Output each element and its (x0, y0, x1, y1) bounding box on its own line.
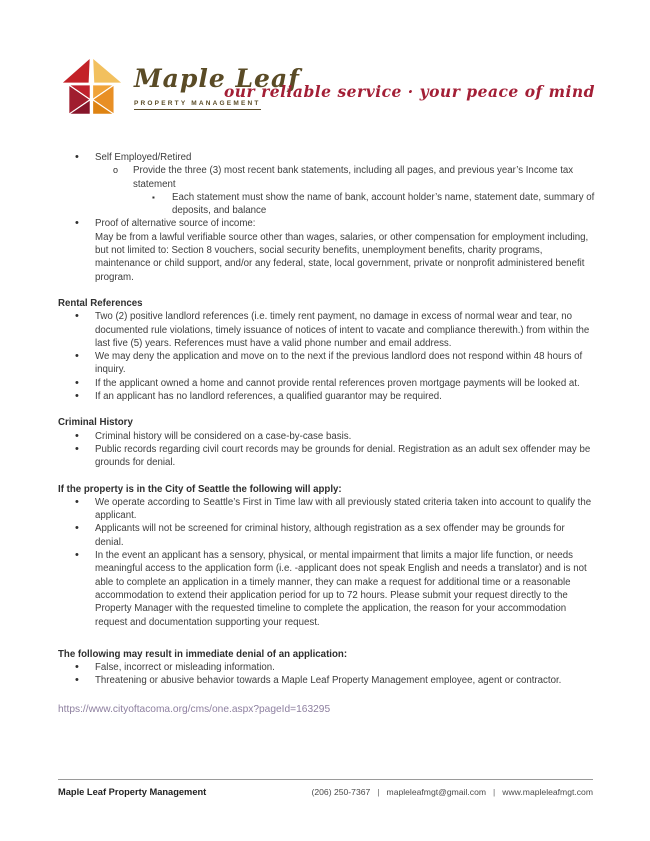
list-item: • Criminal history will be considered on a case-by-case basis. (58, 430, 595, 443)
footer-email: mapleleafmgt@gmail.com (386, 787, 487, 797)
tacoma-link[interactable]: https://www.cityoftacoma.org/cms/one.aspx?pageId=163295 (58, 703, 331, 715)
list-item: • If the applicant owned a home and cannot provide rental references proven mortgage payments will be looked at. (58, 377, 595, 390)
brand-name: Maple Leaf (134, 64, 300, 93)
list-item: • Applicants will not be screened for criminal history, although registration as a sex offender may be grounds for denial. (58, 522, 595, 549)
list-item-statement-requirements: ▪ Each statement must show the name of bank, account holder’s name, statement date, summary of deposits, and balance (58, 191, 595, 218)
list-item-self-employed: • Self Employed/Retired (58, 151, 595, 164)
section-heading-criminal-history: Criminal History (58, 417, 133, 429)
footer-website: www.mapleleafmgt.com (502, 787, 593, 797)
list-item-bank-statements: o Provide the three (3) most recent bank statements, including all pages, and previous year’s Income tax statement (58, 164, 595, 191)
list-item: • We operate according to Seattle’s First in Time law with all previously stated criteria taken into account to qualify the applicant. (58, 496, 595, 523)
footer-separator: | (493, 787, 496, 797)
roof-left-shape (61, 58, 90, 83)
footer-contact (312, 787, 593, 797)
section-heading-rental-references: Rental References (58, 297, 143, 309)
brand-subtitle: PROPERTY MANAGEMENT (134, 100, 261, 110)
paragraph-proof-of-income: May be from a lawful verifiable source other than wages, salaries, or other compensation for employment including, but not limited to: Section 8 vouchers, social security benefits, unemployment benefits, charity programs, maintenance or child support, and/or any federal, state, local government, private or nonprofit administered benefit program. (95, 231, 589, 283)
house-logo-icon (58, 56, 126, 116)
page-footer (58, 779, 593, 797)
footer-phone: (206) 250-7367 (311, 787, 371, 797)
tagline: our reliable service · your peace of mind (223, 82, 595, 101)
list-item: • In the event an applicant has a sensory, physical, or mental impairment that limits a major life function, or needs meaningful access to the application form (i.e. -applicant does not speak English and needs a translator) and is not able to complete an application in a timely manner, they can make a request for additional time or a reasonable accommodation to extend their application period for up to 72 hours. Please submit your request directly to the Property Manager with the requested timeline to complete the application, the reason for your accommodation request and documentation supporting your request. (58, 549, 595, 629)
list-item: • False, incorrect or misleading information. (58, 661, 595, 674)
footer-company: Maple Leaf Property Management (58, 787, 207, 797)
roof-right-shape (93, 58, 123, 83)
list-item: • Two (2) positive landlord references (i.e. timely rent payment, no damage in excess of normal wear and tear, no documented rule violations, timely issuance of notices of intent to vacate and compliance therewith.) from within the last five (5) years. References must have a valid phone number and email address. (58, 310, 595, 350)
list-item: • Public records regarding civil court records may be grounds for denial. Registration as an adult sex offender may be grounds for denial. (58, 443, 595, 470)
list-item: • Threatening or abusive behavior towards a Maple Leaf Property Management employee, agent or contractor. (58, 674, 595, 687)
document-content (58, 151, 595, 716)
footer-separator: | (377, 787, 380, 797)
section-heading-seattle: If the property is in the City of Seattle the following will apply: (58, 483, 342, 495)
section-heading-immediate-denial: The following may result in immediate denial of an application: (58, 648, 348, 660)
list-item: • If an applicant has no landlord references, a qualified guarantor may be required. (58, 390, 595, 403)
list-item: • We may deny the application and move on to the next if the previous landlord does not respond within 48 hours of inquiry. (58, 350, 595, 377)
list-item-proof-of-income: • Proof of alternative source of income: (58, 217, 595, 230)
letterhead (58, 56, 595, 122)
